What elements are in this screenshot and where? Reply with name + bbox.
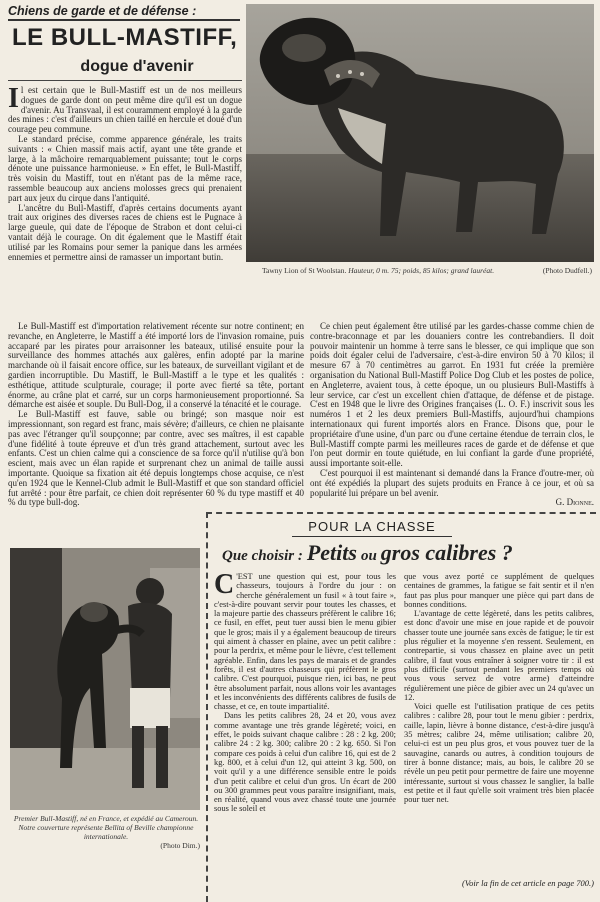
section-kicker: Chiens de garde et de défense : [8,4,240,21]
hunting-column-1 [214,569,396,880]
hunting-paragraph: Dans les petits calibres 28, 24 et 20, vous avez comme avantage une très grande légèreté; voici, en effet, le poids suivant chaque calibre : 28 : 2 kg. 200; calibre 24 : 2 kg. 300; calibre 20 : 2 kg. 650. Si l'on compare ces poids à celui d'un calibre 16, qui est de 2 kg. 800, et à celui d'un 12, qui atteint 3 kg. 500, on voit qu'il y a une différence sensible entre le poids d'un petit calibre et celui d'un gros. Un écart de 200 ou 300 grammes peut vous paraître insignifiant, mais, en réalité, quand vous avez chassé toute une journée sous le soleil et [214,711,396,814]
hunting-paragraph: L'avantage de cette légèreté, dans les petits calibres, est donc d'avoir une mise en joue rapide et de pouvoir chasser toute une journée sans excès de fatigue; le tir est plus régulier et la moyenne s'en ressent. Seulement, en contrepartie, si vous chassez en plaine avec un petit calibre, il faut vous entraîner à soigner votre tir : il est plus difficile (surtout pendant les premiers temps où vous vous servez de votre arme) d'atteindre régulièrement une pièce de gibier avec un 24 qu'avec un 12. [404,609,594,702]
article-paragraph: L'ancêtre du Bull-Mastiff, d'après certains documents ayant trait aux origines des diverses races de chiens est le Pugnace à large gueule, qui date de l'époque de Strabon et dont celui-ci vantait déjà le courage. On dit également que le Mastiff était utilisé par les Romains pour semer la panique dans les armées ennemies et permettre ainsi de ramasser un important butin. [8,202,242,262]
bull-mastiff-photo [246,4,594,262]
article-right-column [310,321,594,508]
hunting-column-2 [404,572,594,868]
caption-cover-note: Notre couverture représente Bellita of Beville championne internationale. [18,823,194,841]
hunting-drop-cap: C [214,569,235,600]
article-signature: G. Dionne. [555,497,594,508]
hunting-section-label: POUR LA CHASSE [292,519,452,537]
dog-man-illustration [10,548,200,810]
headline-part: ou [360,548,377,564]
article-paragraph: C'est pourquoi il est maintenant si demandé dans la France d'outre-mer, où ont été expédiés la plupart des sujets produits en France à ce jour, et où sa popularité lui prépare un bel avenir. [310,467,594,498]
caption-credit: (Photo Dudfell.) [542,266,592,275]
article-title: LE BULL-MASTIFF, [12,24,238,51]
dog-with-man-photo [10,548,200,810]
drop-cap: I [8,83,19,114]
hunting-paragraph: 'EST une question qui est, pour tous les chasseurs, toujours à l'ordre du jour : on cherche généralement un fusil « à tout faire », c'est-à-dire pouvant servir pour toutes les chasses, et la majeure partie des chasseurs préfèrent le calibre 16; ce fusil, en effet, peut tuer aussi bien le menu gibier que le gros; mais il y a également beaucoup de tireurs qui aiment à chasser en plaine, avec un petit calibre : pour la perdrix, et même pour le lièvre, c'est tellement agréable. Enfin, dans les pays de marais et de grandes forêts, il est d'autres chasseurs qui préfèrent le gros calibre. C'est pourquoi, puisque rien, ici bas, ne peut être absolument parfait, nous allons voir les avantages et les inconvénients des différents calibres de fusils de chasse, et ce, en toute impartialité. [214,572,396,712]
bottom-photo-caption [12,814,200,850]
dog-illustration [246,4,594,262]
headline-part: Que choisir : [222,548,303,564]
hunting-paragraph: Voici quelle est l'utilisation pratique de ces petits calibres : calibre 28, pour tout le menu gibier : perdrix, caille, lapin, lièvre à bonne distance, c'est-à-dire jusqu'à 35 mètres; calibre 24, même utilisation; calibre 20, celui-ci est un peu plus gros, et vous pouvez tuer de la sauvagine, canards ou autres, à condition toujours de tirer à bonne distance; mais, au bois, le calibre 20 se révèle un peu petit pour permettre de faire une moyenne intéressante, surtout si vous chassez le sanglier, la balle est petite et il faut qu'elle soit vraiment très bien placée pour tuer net. [404,702,594,805]
article-paragraph: Le Bull-Mastiff est fauve, sable ou bringé; son masque noir est impressionnant, son regard est franc, mais sévère; d'ailleurs, ce chien ne plaisante pas avec l'étranger qu'il soupçonne; par contre, avec ses maîtres, il est capable d'une fidélité à toute épreuve et d'un très grand attachement, surtout avec les enfants. C'est un chien calme qui a conscience de sa force qu'il n'utilise qu'à bon escient, mais avec un élan rapide et surprenant chez un animal de taille aussi importante. Quoique sa fixation ait été depuis longtemps chose acquise, ce n'est qu'en 1924 que le Kennel-Club admit le Bull-Mastiff et que son standard officiel fut arrêté : pour être parfait, ce chien doit représenter 60 % du type mastiff et 40 % du type bull-dog. [8,409,304,508]
hunting-continued-note: (Voir la fin de cet article en page 700.) [462,878,594,888]
headline-part: gros calibres ? [380,540,513,565]
top-photo-caption [262,266,592,275]
article-lower-left-column [8,322,304,532]
article-paragraph: Le standard précise, comme apparence générale, les traits suivants : « Chien massif mais actif, ayant une tête grande et large, à la mâchoire remarquablement puissante; tout le corps dénote une puissance harmonieuse. » En effet, le Bull-Mastiff, très voisin du Mastiff, tout en n'étant pas de la même race, rassemble beaucoup aux anciens molosses grecs qui prenaient part aux jeux du cirque dans l'antiquité. [8,133,242,203]
article-subtitle: dogue d'avenir [80,58,194,75]
caption-dog-name: Tawny Lion of St Woolstan. [262,266,347,275]
hunting-headline [222,540,592,566]
article-paragraph: Ce chien peut également être utilisé par les gardes-chasse comme chien de contre-braconnage et par les douaniers contre les contrebandiers. Il doit pouvoir maintenir un homme à terre sans le blesser, ce qui implique que son poids doit égaler celui de l'adversaire, c'est-à-dire environ 50 à 70 kilos; il mesure 67 à 70 centimètres au garrot. En 1931 fut créée la première organisation du National Bull-Mastiff Police Dog Club et les postes de police, en Angleterre, avaient tous, à cette époque, un ou plusieurs Bull-Mastiffs à leur service, car c'est un excellent chien d'attaque, de défense et de pistage. C'est en 1948 que le livre des Origines françaises (L. O. F.) inscrivit sous les numéros 1 et 2 les deux premiers Bull-Mastiffs, aujourd'hui champions internationaux qui furent importés alors en France. Disons que, pour le propriétaire d'une usine, d'un parc ou d'une certaine étendue de terrain clos, le Bull-Mastiff compte parmi les meilleures races de garde et de défense et que l'on peut dormir en toute quiétude, en lui confiant la garde d'une propriété, aussi importante soit-elle. [310,321,594,469]
caption-credit: (Photo Dim.) [160,841,200,850]
article-paragraph: l est certain que le Bull-Mastiff est un de nos meilleurs dogues de garde dont on peut même dire qu'il est un dogue d'avenir. Au Transvaal, il est couramment employé à la garde des mines : c'est d'ailleurs un chien taillé en hercule et doué d'un courage peu commune. [8,85,242,135]
caption-first-mastiff: Premier Bull-Mastiff, né en France, et expédié au Cameroun. [13,814,199,823]
title-rule [8,80,242,81]
caption-dog-detail: Hauteur, 0 m. 75; poids, 85 kilos; grand lauréat. [348,266,495,275]
hunting-paragraph: que vous avez porté ce supplément de quelques centaines de grammes, la fatigue se fait sentir et il n'en faut pas plus pour manquer une pièce qui part dans de bonnes conditions. [404,572,594,609]
headline-part: Petits [306,540,357,565]
article-paragraph: Le Bull-Mastiff est d'importation relativement récente sur notre continent; en revanche, en Angleterre, le Mastiff a été importé lors de l'invasion romaine, puis accaparé par les pirates pour arraisonner les bateaux, utilisé ensuite pour la surveillance des hommes attachés aux galères, enfin adopté par la marine marchande où il faisait encore office, sur les bateaux, de surveillant vigilant et de gardien incorruptible. Du Mastiff, le Bull-Mastiff a le type et les qualités : esthétique, attitude sculpturale, courage; il porte avec fierté sa tête, portant énorme, au crâne plat et carré, sur un corps harmonieusement proportionné. Sa démarche est aisée et souple. Du Bull-Dog, il a conservé la ténacité et le courage. [8,321,304,410]
